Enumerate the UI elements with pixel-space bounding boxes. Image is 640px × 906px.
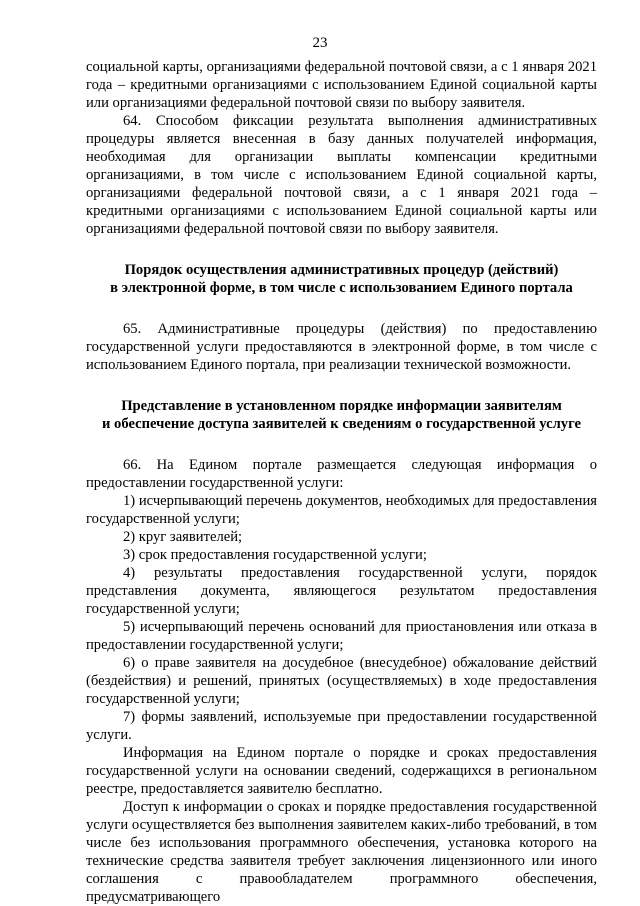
document-body	[86, 58, 597, 906]
section-heading-information-access	[86, 397, 597, 433]
list-item: 6) о праве заявителя на досудебное (внесудебное) обжалование действий (бездействия) и решений, принятых (осуществляемых) в ходе предоставления государственной услуги;	[86, 655, 597, 707]
paragraph-info-free: Информация на Едином портале о порядке и сроках предоставления государственной услуги на основании сведений, содержащихся в региональном реестре, предоставляется заявителю бесплатно.	[86, 745, 597, 797]
spacer	[86, 433, 597, 456]
paragraph-64: 64. Способом фиксации результата выполнения административных процедуры является внесенная в базу данных получателей информация, необходимая для организации выплаты компенсации кредитными организациями, в том числе с использованием Единой социальной карты, организациями федеральной почтовой связи, а с 1 января 2021 года – кредитными организациями с использованием Единой социальной карты или организациями федеральной почтовой связи по выбору заявителя.	[86, 113, 597, 237]
spacer	[86, 238, 597, 261]
heading-line: в электронной форме, в том числе с использованием Единого портала	[110, 280, 573, 296]
section-heading-electronic-procedures	[86, 261, 597, 297]
list-item: 3) срок предоставления государственной услуги;	[123, 547, 427, 563]
heading-line: Представление в установленном порядке информации заявителям	[121, 398, 562, 414]
page-number: 23	[312, 35, 328, 51]
heading-line: Порядок осуществления административных процедур (действий)	[124, 262, 559, 278]
spacer	[86, 297, 597, 320]
paragraph-66: 66. На Едином портале размещается следующая информация о предоставлении государственной услуги:	[86, 457, 597, 491]
heading-line: и обеспечение доступа заявителей к сведениям о государственной услуге	[102, 416, 581, 432]
list-item: 2) круг заявителей;	[123, 529, 243, 545]
list-item: 5) исчерпывающий перечень оснований для приостановления или отказа в предоставлении государственной услуги;	[86, 619, 597, 653]
list-item: 7) формы заявлений, используемые при предоставлении государственной услуги.	[86, 709, 597, 743]
list-item: 1) исчерпывающий перечень документов, необходимых для предоставления государственной услуги;	[86, 493, 597, 527]
list-item: 4) результаты предоставления государственной услуги, порядок представления документа, являющегося результатом предоставления государственной услуги;	[86, 565, 597, 617]
paragraph-continuation: социальной карты, организациями федеральной почтовой связи, а с 1 января 2021 года – кредитными организациями с использованием Единой социальной карты или организациями федеральной почтовой связи по выбору заявителя.	[86, 59, 597, 111]
paragraph-65: 65. Административные процедуры (действия) по предоставлению государственной услуги предоставляются в электронной форме, в том числе с использованием Единого портала, при реализации технической возможности.	[86, 321, 597, 373]
paragraph-access: Доступ к информации о сроках и порядке предоставления государственной услуги осуществляется без выполнения заявителем каких-либо требований, в том числе без использования программного обеспечения, установка которого на технические средства заявителя требует заключения лицензионного или иного соглашения с правообладателем программного обеспечения, предусматривающего	[86, 799, 597, 905]
spacer	[86, 374, 597, 397]
